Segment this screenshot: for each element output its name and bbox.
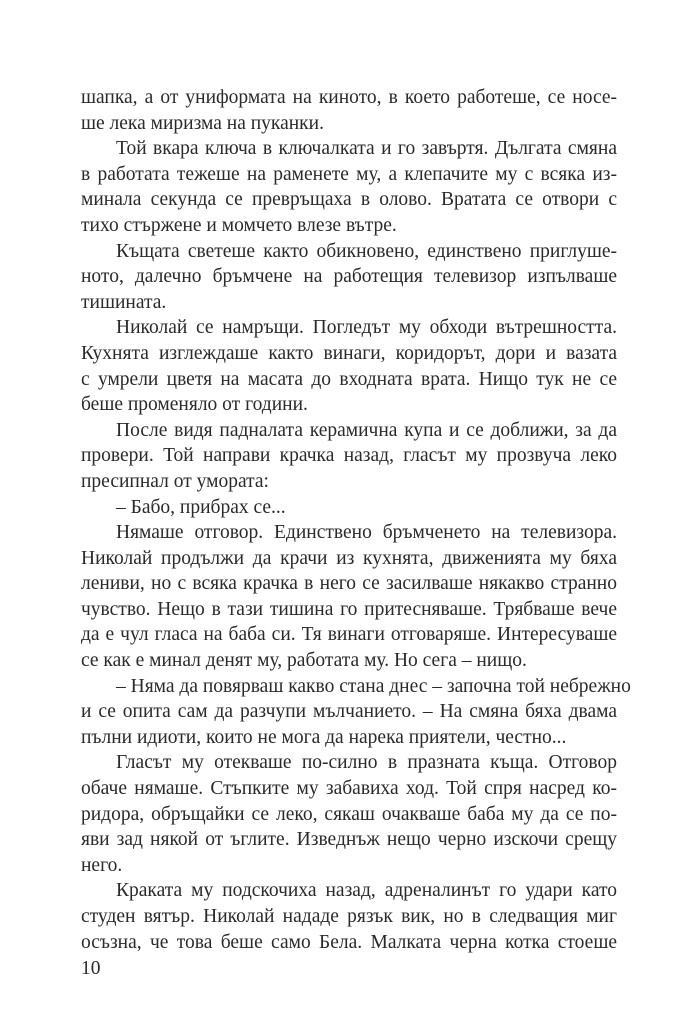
text-line: провери. Той направи крачка назад, гласът му прозвуча леко (81, 445, 617, 467)
text-line: После видя падналата керамична купа и се доближи, за да (116, 419, 617, 441)
text-line: – Бабо, прибрах се... (116, 496, 286, 518)
text-line: пресипнал от умората: (81, 470, 269, 492)
text-line: Николай се намръщи. Погледът му обходи вътрешността. (116, 317, 617, 339)
text-line: пълни идиоти, които не мога да нарека приятели, честно... (81, 726, 567, 748)
text-line: с умрели цветя на масата до входната врата. Нищо тук не се (81, 368, 617, 390)
text-line: лениви, но с всяка крачка в него се засилваше някакво странно (81, 573, 617, 595)
paragraph (81, 495, 617, 521)
paragraph (81, 315, 617, 417)
text-line: ридора, обръщайки се леко, сякаш очакваше баба му да се по- (81, 803, 617, 825)
text-line: Гласът му отекваше по-силно в празната къща. Отговор (116, 752, 617, 774)
text-line: Николай продължи да крачи из кухнята, движенията му бяха (81, 547, 617, 569)
paragraph (81, 750, 617, 878)
text-line: беше променяло от години. (81, 394, 308, 416)
paragraph (81, 520, 617, 674)
body-text (81, 85, 631, 955)
text-line: – Няма да повярваш какво стана днес – започна той небрежно (116, 675, 631, 697)
paragraph (81, 85, 617, 136)
text-line: да е чул гласа на баба си. Тя винаги отговаряше. Интересуваше (81, 624, 617, 646)
text-line: шапка, а от униформата на киното, в което работеше, се носе- (81, 87, 617, 108)
paragraph (81, 674, 631, 751)
text-line: ше лека миризма на пуканки. (81, 112, 324, 134)
text-line: Краката му подскочиха назад, адреналинът го удари като (116, 880, 617, 902)
text-line: осъзна, че това беше само Бела. Малката черна котка стоеше (81, 931, 617, 953)
text-line: в работата тежеше на раменете му, а клепачите му с всяка из- (81, 163, 617, 185)
text-line: студен вятър. Николай нададе рязък вик, но в следващия миг (81, 906, 617, 927)
text-line: тихо стържене и момчето влезе вътре. (81, 214, 397, 236)
page-number: 10 (81, 958, 101, 979)
text-line: него. (81, 854, 123, 876)
text-line: Той вкара ключа в ключалката и го завъртя. Дългата смяна (116, 138, 617, 160)
text-line: Кухнята изглеждаше както винаги, коридорът, дори и вазата (81, 342, 617, 364)
paragraph (81, 878, 617, 955)
text-line: чувство. Нещо в тази тишина го притесняваше. Трябваше вече (81, 598, 617, 620)
text-line: яви зад някой от ъглите. Изведнъж нещо черно изскочи срещу (81, 829, 617, 851)
text-line: обаче нямаше. Стъпките му забавиха ход. Той спря насред ко- (81, 778, 617, 800)
text-line: Нямаше отговор. Единствено бръмченето на телевизора. (116, 522, 617, 544)
text-line: тишината. (81, 291, 167, 313)
paragraph (81, 136, 617, 238)
paragraph (81, 239, 617, 316)
text-line: ното, далечно бръмчене на работещия телевизор изпълваше (81, 266, 617, 288)
text-line: Къщата светеше както обикновено, единствено приглуше- (116, 240, 617, 262)
paragraph (81, 418, 617, 495)
text-line: и се опита сам да разчупи мълчанието. – На смяна бяха двама (81, 701, 617, 723)
text-line: минала секунда се превръщаха в олово. Вратата се отвори с (81, 189, 617, 211)
text-line: се как е минал денят му, работата му. Но сега – нищо. (81, 650, 527, 672)
